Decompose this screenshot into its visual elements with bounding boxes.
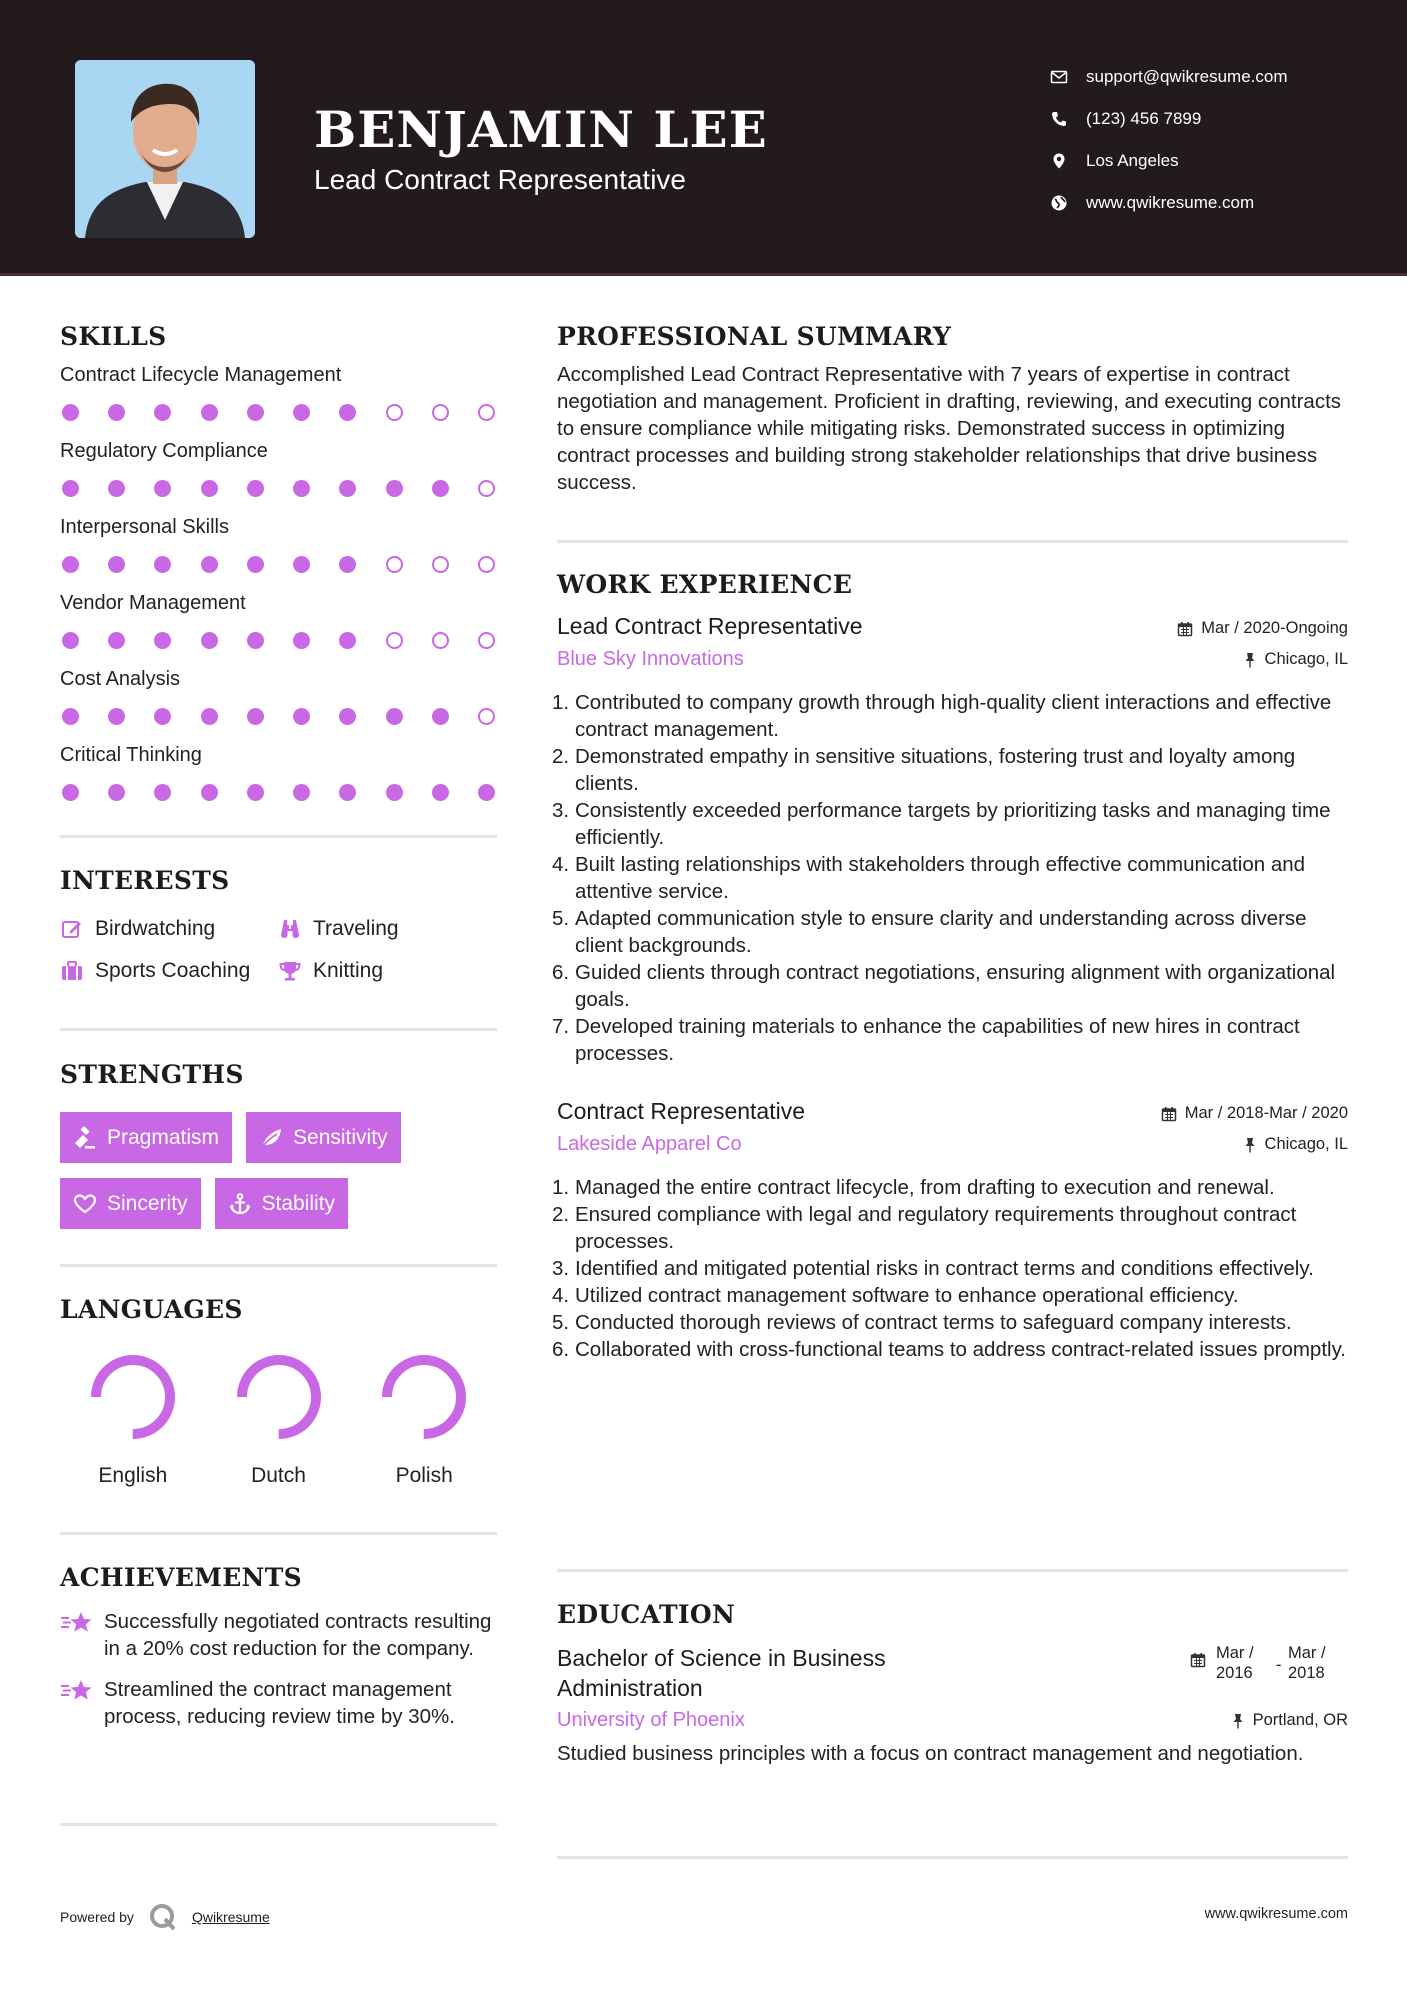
skill-rating bbox=[60, 695, 497, 737]
job-bullets bbox=[552, 689, 1348, 1067]
binoculars-icon bbox=[278, 917, 302, 941]
rating-dot-filled bbox=[247, 784, 264, 801]
date-separator: - bbox=[1276, 1656, 1282, 1674]
envelope-icon bbox=[1050, 68, 1086, 86]
gavel-icon bbox=[73, 1126, 97, 1150]
rating-dot-empty bbox=[432, 632, 449, 649]
map-pin-icon bbox=[1050, 152, 1086, 170]
rating-dot-filled bbox=[154, 404, 171, 421]
education-dates bbox=[1190, 1643, 1348, 1683]
footer-website[interactable]: www.qwikresume.com bbox=[1204, 1906, 1348, 1922]
skills-list bbox=[60, 359, 497, 813]
rating-dot-empty bbox=[432, 556, 449, 573]
rating-dot-filled bbox=[293, 404, 310, 421]
summary-heading: PROFESSIONAL SUMMARY bbox=[557, 322, 952, 351]
rating-dot-empty bbox=[478, 404, 495, 421]
heart-icon bbox=[73, 1192, 97, 1216]
rating-dot-filled bbox=[201, 784, 218, 801]
rating-dot-filled bbox=[62, 708, 79, 725]
rating-dot-filled bbox=[201, 404, 218, 421]
rating-dot-filled bbox=[108, 784, 125, 801]
shooting-star-icon bbox=[60, 1609, 94, 1637]
rating-dot-filled bbox=[432, 784, 449, 801]
rating-dot-filled bbox=[247, 632, 264, 649]
interest-item bbox=[278, 917, 497, 941]
resume-header bbox=[0, 0, 1407, 276]
section-divider bbox=[60, 1532, 497, 1535]
rating-dot-filled bbox=[62, 404, 79, 421]
job-dates bbox=[1177, 619, 1348, 638]
rating-dot-filled bbox=[108, 556, 125, 573]
briefcase-icon bbox=[60, 959, 84, 983]
achievement-item bbox=[60, 1676, 497, 1730]
strength-label: Pragmatism bbox=[107, 1125, 220, 1149]
job-company: Blue Sky Innovations bbox=[557, 648, 744, 670]
language-name: Dutch bbox=[251, 1464, 306, 1487]
job-bullet: 1. Managed the entire contract lifecycle, from drafting to execution and renewal. bbox=[552, 1176, 1275, 1199]
job-dates bbox=[1161, 1104, 1348, 1123]
person-portrait-image bbox=[75, 60, 255, 238]
leaf-icon bbox=[259, 1126, 283, 1150]
section-divider bbox=[60, 1823, 497, 1826]
calendar-icon bbox=[1190, 1652, 1206, 1668]
qwikresume-link[interactable]: Qwikresume bbox=[191, 1909, 270, 1925]
powered-by-label: Powered by bbox=[60, 1909, 134, 1925]
strength-label: Sincerity bbox=[107, 1191, 188, 1215]
education-start: Mar / 2016 bbox=[1216, 1644, 1254, 1682]
language-level-ring bbox=[232, 1350, 326, 1444]
phone-icon bbox=[1050, 110, 1086, 128]
globe-icon bbox=[1050, 194, 1086, 212]
skill-name: Regulatory Compliance bbox=[60, 440, 268, 462]
rating-dot-filled bbox=[339, 632, 356, 649]
language-name: Polish bbox=[395, 1464, 453, 1487]
rating-dot-filled bbox=[154, 708, 171, 725]
skill-rating bbox=[60, 543, 497, 585]
rating-dot-filled bbox=[386, 784, 403, 801]
rating-dot-filled bbox=[108, 632, 125, 649]
job-title: Lead Contract Representative bbox=[557, 613, 863, 639]
job-bullet: 1. Contributed to company growth through high-quality client interactions and effective contract management. bbox=[552, 691, 1332, 741]
skill-rating bbox=[60, 619, 497, 661]
job-dates-text: Mar / 2018-Mar / 2020 bbox=[1184, 1104, 1348, 1122]
rating-dot-filled bbox=[201, 632, 218, 649]
education-section bbox=[557, 1600, 1348, 1767]
rating-dot-empty bbox=[386, 404, 403, 421]
languages-heading: LANGUAGES bbox=[60, 1295, 243, 1324]
achievement-item bbox=[60, 1608, 497, 1662]
language-level-ring bbox=[377, 1350, 471, 1444]
job-bullet: 7. Developed training materials to enhance the capabilities of new hires in contract processes. bbox=[552, 1015, 1300, 1065]
rating-dot-filled bbox=[154, 632, 171, 649]
achievement-text: Streamlined the contract management process, reducing review time by 30%. bbox=[104, 1678, 455, 1728]
job-bullet: 3. Identified and mitigated potential risks in contract terms and conditions effectively. bbox=[552, 1257, 1314, 1280]
rating-dot-filled bbox=[201, 556, 218, 573]
rating-dot-filled bbox=[432, 708, 449, 725]
job-bullet: 6. Guided clients through contract negotiations, ensuring alignment with organizational goals. bbox=[552, 961, 1336, 1011]
education-degree: Bachelor of Science in Business Administration bbox=[557, 1645, 886, 1701]
skill-name: Contract Lifecycle Management bbox=[60, 364, 342, 386]
calendar-icon bbox=[1161, 1106, 1177, 1122]
rating-dot-filled bbox=[386, 480, 403, 497]
section-divider bbox=[60, 1028, 497, 1031]
interest-item bbox=[278, 959, 497, 983]
language-level-ring bbox=[86, 1350, 180, 1444]
achievements-heading: ACHIEVEMENTS bbox=[60, 1563, 302, 1592]
rating-dot-filled bbox=[293, 784, 310, 801]
language-level-arc bbox=[387, 1360, 461, 1434]
strength-label: Sensitivity bbox=[293, 1125, 388, 1149]
summary-text: Accomplished Lead Contract Representative with 7 years of expertise in contract negotiation and management. Proficient in drafting, reviewing, and executing contracts to ensure compliance while mitigating risks. Demonstrated success in optimizing contract processes and building strong stakeholder relationships that drive business success. bbox=[557, 363, 1342, 494]
interest-item bbox=[60, 959, 278, 983]
interests-heading: INTERESTS bbox=[60, 866, 230, 895]
rating-dot-empty bbox=[478, 708, 495, 725]
education-location-text: Portland, OR bbox=[1252, 1711, 1348, 1729]
rating-dot-filled bbox=[478, 784, 495, 801]
rating-dot-filled bbox=[108, 480, 125, 497]
rating-dot-filled bbox=[293, 480, 310, 497]
rating-dot-filled bbox=[154, 480, 171, 497]
left-column bbox=[60, 322, 497, 815]
achievements-section bbox=[60, 1563, 497, 1730]
education-description: Studied business principles with a focus on contract management and negotiation. bbox=[557, 1742, 1304, 1765]
education-heading: EDUCATION bbox=[557, 1600, 736, 1629]
rating-dot-filled bbox=[62, 632, 79, 649]
section-divider bbox=[557, 1569, 1348, 1572]
rating-dot-filled bbox=[154, 784, 171, 801]
interest-label: Knitting bbox=[313, 959, 384, 982]
section-divider bbox=[557, 1856, 1348, 1859]
strengths-heading: STRENGTHS bbox=[60, 1060, 244, 1089]
candidate-name: BENJAMIN LEE bbox=[314, 100, 768, 159]
profile-photo bbox=[75, 60, 255, 238]
achievement-text: Successfully negotiated contracts resulting in a 20% cost reduction for the company. bbox=[104, 1610, 492, 1660]
job-bullet: 4. Built lasting relationships with stakeholders through effective communication and attentive service. bbox=[552, 853, 1306, 903]
job-dates-text: Mar / 2020-Ongoing bbox=[1201, 619, 1348, 637]
trophy-icon bbox=[278, 959, 302, 983]
rating-dot-filled bbox=[62, 784, 79, 801]
rating-dot-empty bbox=[432, 404, 449, 421]
job-title: Contract Representative bbox=[557, 1098, 806, 1124]
rating-dot-filled bbox=[432, 480, 449, 497]
interest-label: Traveling bbox=[313, 917, 399, 940]
section-divider bbox=[557, 540, 1348, 543]
rating-dot-filled bbox=[339, 784, 356, 801]
skill-rating bbox=[60, 771, 497, 813]
rating-dot-filled bbox=[339, 708, 356, 725]
rating-dot-filled bbox=[108, 708, 125, 725]
rating-dot-filled bbox=[247, 480, 264, 497]
pencil-square-icon bbox=[60, 917, 84, 941]
calendar-icon bbox=[1177, 621, 1193, 637]
skill-name: Vendor Management bbox=[60, 592, 246, 614]
language-item bbox=[60, 1350, 206, 1488]
skill-rating bbox=[60, 467, 497, 509]
skill-name: Critical Thinking bbox=[60, 744, 202, 766]
rating-dot-filled bbox=[108, 404, 125, 421]
rating-dot-filled bbox=[339, 404, 356, 421]
job-bullet: 4. Utilized contract management software to enhance operational efficiency. bbox=[552, 1284, 1239, 1307]
job-company: Lakeside Apparel Co bbox=[557, 1133, 742, 1155]
rating-dot-empty bbox=[478, 480, 495, 497]
contact-phone-text: (123) 456 7899 bbox=[1086, 109, 1202, 128]
strength-tag bbox=[60, 1178, 201, 1229]
job-location bbox=[1243, 650, 1348, 669]
anchor-icon bbox=[228, 1192, 252, 1216]
contact-website-text: www.qwikresume.com bbox=[1086, 193, 1255, 212]
experience-heading: WORK EXPERIENCE bbox=[557, 570, 853, 599]
language-name: English bbox=[98, 1464, 168, 1487]
contact-phone[interactable] bbox=[1050, 98, 1390, 140]
rating-dot-filled bbox=[339, 480, 356, 497]
right-column bbox=[557, 322, 1348, 496]
contact-website[interactable] bbox=[1050, 182, 1390, 224]
rating-dot-empty bbox=[478, 632, 495, 649]
job-bullet: 5. Adapted communication style to ensure clarity and understanding across diverse client backgrounds. bbox=[552, 907, 1307, 957]
pushpin-icon bbox=[1243, 652, 1257, 668]
job-entry bbox=[552, 613, 1348, 1067]
contact-email-text: support@qwikresume.com bbox=[1086, 67, 1288, 86]
strength-tag bbox=[215, 1178, 349, 1229]
language-item bbox=[206, 1350, 352, 1488]
contact-location bbox=[1050, 140, 1390, 182]
section-divider bbox=[60, 835, 497, 838]
language-item bbox=[351, 1350, 497, 1488]
interest-label: Sports Coaching bbox=[95, 959, 251, 982]
languages-section bbox=[60, 1295, 497, 1488]
skills-heading: SKILLS bbox=[60, 322, 167, 351]
rating-dot-filled bbox=[293, 556, 310, 573]
footer-powered-by bbox=[60, 1902, 270, 1932]
rating-dot-filled bbox=[201, 708, 218, 725]
shooting-star-icon bbox=[60, 1677, 94, 1705]
rating-dot-empty bbox=[386, 632, 403, 649]
rating-dot-filled bbox=[386, 708, 403, 725]
skill-name: Cost Analysis bbox=[60, 668, 181, 690]
interest-item bbox=[60, 917, 278, 941]
job-bullet: 2. Demonstrated empathy in sensitive situations, fostering trust and loyalty among clients. bbox=[552, 745, 1296, 795]
rating-dot-filled bbox=[247, 708, 264, 725]
education-school: University of Phoenix bbox=[557, 1709, 745, 1731]
interest-label: Birdwatching bbox=[95, 917, 216, 940]
job-bullet: 2. Ensured compliance with legal and regulatory requirements throughout contract processes. bbox=[552, 1203, 1297, 1253]
rating-dot-filled bbox=[201, 480, 218, 497]
rating-dot-filled bbox=[154, 556, 171, 573]
rating-dot-empty bbox=[386, 556, 403, 573]
job-location bbox=[1243, 1135, 1348, 1154]
education-location bbox=[1231, 1711, 1348, 1730]
contact-list bbox=[1050, 56, 1390, 224]
qwikresume-logo-icon bbox=[148, 1902, 178, 1932]
skill-name: Interpersonal Skills bbox=[60, 516, 229, 538]
language-level-arc bbox=[96, 1360, 170, 1434]
contact-email[interactable] bbox=[1050, 56, 1390, 98]
job-entry bbox=[552, 1098, 1348, 1363]
rating-dot-filled bbox=[339, 556, 356, 573]
job-location-text: Chicago, IL bbox=[1264, 1135, 1348, 1153]
contact-location-text: Los Angeles bbox=[1086, 151, 1179, 170]
interests-section bbox=[60, 866, 497, 983]
education-end: Mar / 2018 bbox=[1288, 1644, 1326, 1682]
language-level-arc bbox=[242, 1360, 316, 1434]
rating-dot-filled bbox=[293, 708, 310, 725]
candidate-title: Lead Contract Representative bbox=[314, 164, 686, 195]
section-divider bbox=[60, 1264, 497, 1267]
strength-tag bbox=[246, 1112, 401, 1163]
pushpin-icon bbox=[1231, 1713, 1245, 1729]
strengths-section bbox=[60, 1060, 497, 1229]
job-bullet: 3. Consistently exceeded performance targets by prioritizing tasks and managing time efficiently. bbox=[552, 799, 1331, 849]
strength-label: Stability bbox=[261, 1191, 336, 1215]
job-bullet: 6. Collaborated with cross-functional teams to address contract-related issues promptly. bbox=[552, 1338, 1346, 1361]
rating-dot-empty bbox=[478, 556, 495, 573]
rating-dot-filled bbox=[293, 632, 310, 649]
rating-dot-filled bbox=[62, 480, 79, 497]
job-location-text: Chicago, IL bbox=[1264, 650, 1348, 668]
rating-dot-filled bbox=[247, 556, 264, 573]
job-bullets bbox=[552, 1174, 1348, 1363]
experience-section bbox=[552, 570, 1348, 1363]
rating-dot-filled bbox=[62, 556, 79, 573]
rating-dot-filled bbox=[247, 404, 264, 421]
skill-rating bbox=[60, 391, 497, 433]
strength-tag bbox=[60, 1112, 232, 1163]
job-bullet: 5. Conducted thorough reviews of contract terms to safeguard company interests. bbox=[552, 1311, 1292, 1334]
pushpin-icon bbox=[1243, 1137, 1257, 1153]
